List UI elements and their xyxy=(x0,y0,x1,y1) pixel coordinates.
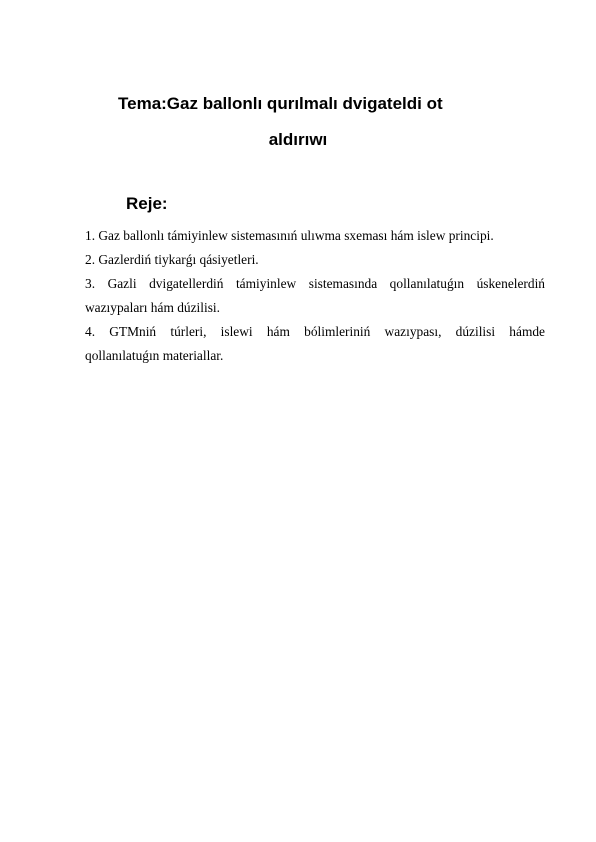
plan-item-text: qollanılatuǵın materiallar. xyxy=(85,348,224,363)
plan-item-3-continuation xyxy=(85,296,545,320)
plan-item-text: 2. Gazlerdiń tiykarǵı qásiyetleri. xyxy=(85,252,259,267)
plan-item-text: 4. GTMniń túrleri, islewi hám bólimleriniń wazıypası, dúzilisi hámde xyxy=(85,324,545,339)
page-title: Tema:Gaz ballonlı qurılmalı dvigateldi ot xyxy=(118,94,443,113)
plan-item-text: 1. Gaz ballonlı támiyinlew sistemasınıń ulıwma sxeması hám islew principi. xyxy=(85,228,494,243)
plan-item-text: 3. Gazli dvigatellerdiń támiyinlew sistemasında qollanılatuǵın úskenelerdiń xyxy=(85,276,545,291)
plan-list xyxy=(85,224,545,368)
plan-item-4 xyxy=(85,320,545,344)
page-title-continuation: aldırıwı xyxy=(268,130,328,149)
plan-item-4-continuation xyxy=(85,344,545,368)
plan-item-1 xyxy=(85,224,545,248)
plan-item-text: wazıypaları hám dúzilisi. xyxy=(85,300,220,315)
plan-heading: Reje: xyxy=(126,194,168,213)
plan-item-3 xyxy=(85,272,545,296)
plan-item-2 xyxy=(85,248,545,272)
